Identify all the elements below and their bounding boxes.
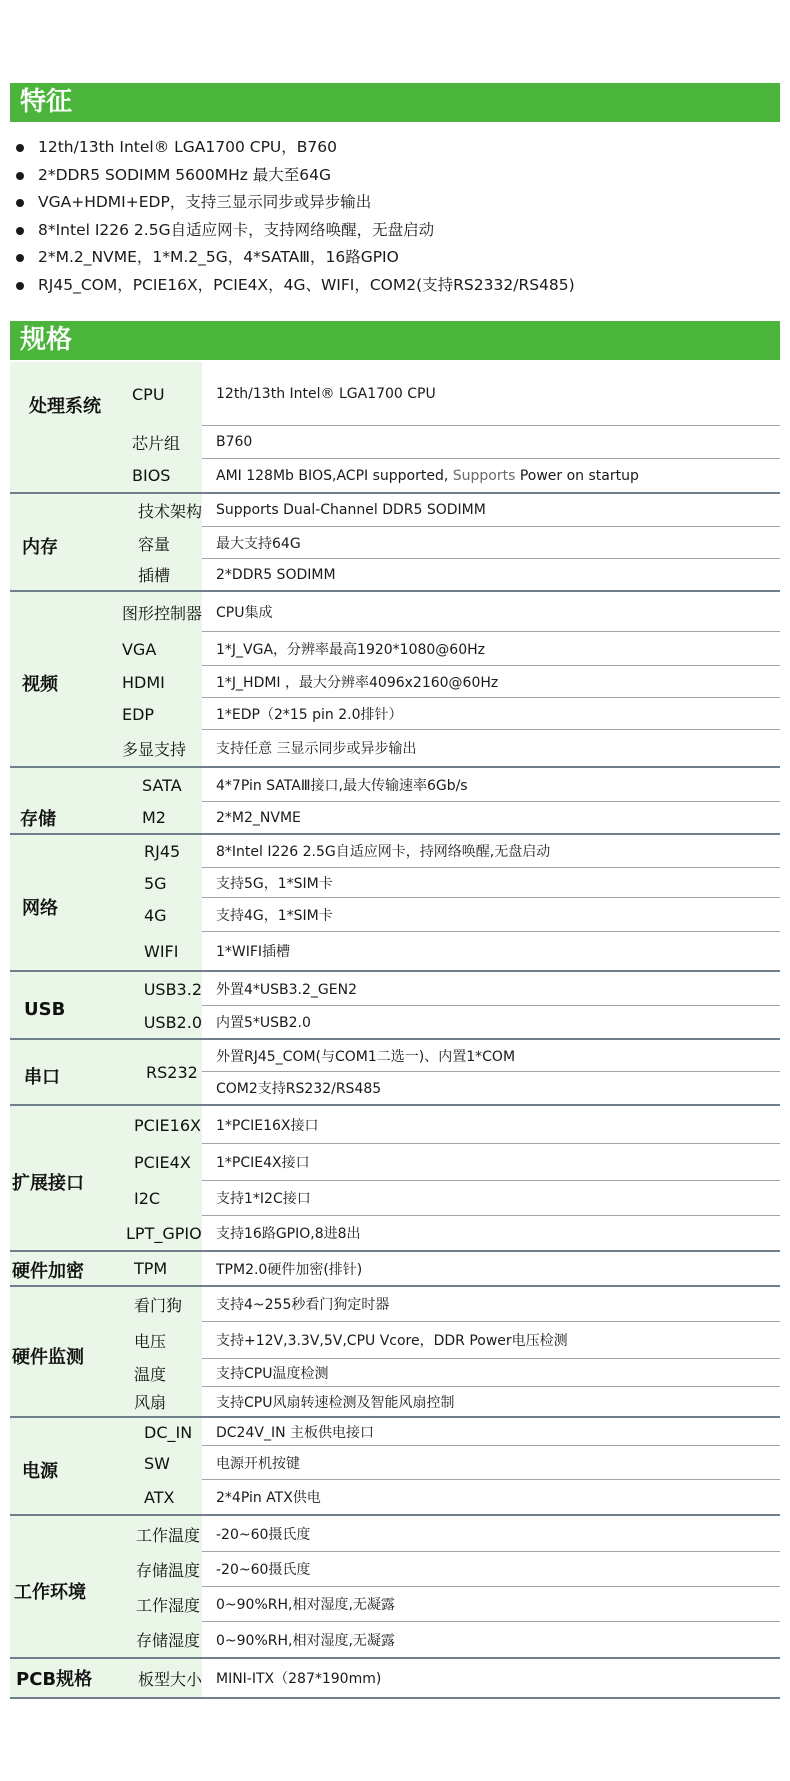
feature-text: 2*DDR5 SODIMM 5600MHz 最大至64G — [38, 165, 332, 184]
spec-key: 电压 — [134, 1332, 167, 1351]
spec-key: 看门狗 — [134, 1296, 183, 1315]
spec-value: 内置5*USB2.0 — [216, 1015, 311, 1031]
feature-item — [10, 189, 780, 217]
group-label: 电源 — [22, 1461, 58, 1482]
spec-value: 支持+12V,3.3V,5V,CPU Vcore，DDR Power电压检测 — [202, 1322, 780, 1359]
spec-group-video — [10, 592, 780, 768]
spec-group-usb — [10, 972, 780, 1040]
feature-text: 8*Intel I226 2.5G自适应网卡，支持网络唤醒，无盘启动 — [38, 220, 435, 239]
spec-value: 电源开机按键 — [202, 1446, 780, 1480]
spec-value: 外置4*USB3.2_GEN2 — [202, 972, 780, 1006]
feature-text: 12th/13th Intel® LGA1700 CPU，B760 — [38, 138, 337, 156]
group-label: 硬件监测 — [12, 1346, 84, 1368]
spec-value: 2*M2_NVME — [216, 809, 301, 826]
group-label: 存储 — [20, 809, 56, 830]
group-label: 工作环境 — [14, 1581, 86, 1603]
spec-key: 芯片组 — [132, 434, 181, 453]
spec-value: 外置RJ45_COM(与COM1二选一)、内置1*COM — [202, 1040, 780, 1072]
feature-text: RJ45_COM，PCIE16X，PCIE4X，4G、WIFI，COM2(支持RS2332/RS485) — [38, 275, 575, 294]
feature-text: VGA+HDMI+EDP，支持三显示同步或异步输出 — [38, 193, 372, 211]
spec-key: USB2.0 — [143, 1012, 202, 1032]
spec-key: RJ45 — [144, 842, 181, 861]
bios-text-a: AMI 128Mb BIOS,ACPI supported, — [216, 467, 453, 484]
spec-value: 最大支持64G — [202, 527, 780, 559]
group-label: 内存 — [22, 537, 58, 558]
spec-group-monitoring — [10, 1287, 780, 1418]
spec-key: USB3.2 — [143, 979, 202, 999]
spec-value: Supports Dual-Channel DDR5 SODIMM — [202, 494, 780, 527]
spec-value: 0~90%RH,相对湿度,无凝露 — [216, 1632, 395, 1649]
spec-key: VGA — [121, 639, 157, 659]
feature-item — [10, 217, 780, 245]
spec-value: MINI-ITX（287*190mm) — [216, 1671, 382, 1687]
spec-table — [10, 362, 780, 1699]
spec-value: COM2支持RS232/RS485 — [216, 1081, 382, 1097]
spec-value: 1*PCIE4X接口 — [202, 1144, 780, 1181]
spec-key: M2 — [142, 808, 166, 827]
spec-value: 支持1*I2C接口 — [202, 1181, 780, 1216]
spec-group-encryption — [10, 1252, 780, 1287]
spec-value: TPM2.0硬件加密(排针) — [216, 1261, 363, 1278]
spec-key: 4G — [144, 905, 167, 925]
group-label: 网络 — [22, 897, 58, 919]
spec-value: 0~90%RH,相对湿度,无凝露 — [202, 1587, 780, 1622]
spec-value: 支持CPU温度检测 — [202, 1359, 780, 1387]
feature-item — [10, 244, 780, 272]
spec-key: SW — [144, 1453, 170, 1473]
spec-group-storage — [10, 768, 780, 835]
bios-text-b: Supports — [452, 467, 516, 484]
spec-value: 1*PCIE16X接口 — [202, 1106, 780, 1144]
spec-key: 工作湿度 — [136, 1596, 201, 1615]
spec-value: 1*J_HDMI ，最大分辨率4096x2160@60Hz — [202, 666, 780, 698]
spec-value: 12th/13th Intel® LGA1700 CPU — [202, 362, 780, 426]
spec-value: 支持5G，1*SIM卡 — [202, 868, 780, 898]
spec-value: 2*4Pin ATX供电 — [216, 1490, 321, 1506]
spec-value: 1*WIFI插槽 — [216, 944, 291, 960]
spec-key: PCIE16X — [134, 1115, 201, 1135]
spec-key: 板型大小 — [137, 1669, 202, 1689]
spec-key: BIOS — [132, 466, 171, 485]
spec-key: 工作温度 — [136, 1525, 201, 1545]
spec-value: 2*DDR5 SODIMM — [216, 566, 336, 583]
bullet-icon — [16, 199, 24, 207]
bullet-icon — [16, 144, 24, 152]
spec-key: 存储湿度 — [136, 1631, 201, 1650]
spec-group-processor — [10, 362, 780, 494]
group-label: USB — [24, 998, 66, 1020]
spec-key: WIFI — [144, 941, 179, 961]
spec-key: 技术架构 — [137, 502, 202, 521]
spec-value: 支持4~255秒看门狗定时器 — [202, 1287, 780, 1322]
spec-group-memory — [10, 494, 780, 592]
spec-value: 支持16路GPIO,8进8出 — [216, 1226, 361, 1242]
bullet-icon — [16, 172, 24, 180]
group-label: PCB规格 — [16, 1669, 93, 1690]
feature-item — [10, 134, 780, 162]
group-label: 串口 — [24, 1067, 60, 1088]
bullet-icon — [16, 227, 24, 235]
feature-item — [10, 162, 780, 190]
bios-text-c: Power on startup — [515, 467, 639, 484]
spec-value: -20~60摄氏度 — [202, 1552, 780, 1587]
spec-key: LPT_GPIO — [126, 1223, 202, 1243]
spec-key: 风扇 — [134, 1393, 167, 1412]
spec-group-pcb — [10, 1659, 780, 1699]
spec-group-network — [10, 835, 780, 972]
bullet-icon — [16, 282, 24, 290]
spec-key: 容量 — [137, 534, 170, 554]
spec-key: EDP — [121, 704, 155, 724]
spec-key: 图形控制器 — [121, 603, 202, 623]
spec-group-environment — [10, 1516, 780, 1659]
feature-text: 2*M.2_NVME，1*M.2_5G，4*SATAⅢ，16路GPIO — [38, 248, 399, 266]
spec-group-power — [10, 1418, 780, 1516]
spec-value: 4*7Pin SATAⅢ接口,最大传输速率6Gb/s — [202, 768, 780, 802]
spec-group-expansion — [10, 1106, 780, 1252]
spec-key: HDMI — [121, 672, 165, 692]
group-label: 硬件加密 — [12, 1260, 84, 1282]
spec-key: I2C — [134, 1189, 161, 1208]
spec-value: 支持CPU风扇转速检测及智能风扇控制 — [216, 1394, 455, 1411]
spec-key: 多显支持 — [121, 739, 186, 759]
spec-value: DC24V_IN 主板供电接口 — [202, 1418, 780, 1446]
spec-key: 插槽 — [137, 566, 170, 585]
group-label: 视频 — [22, 674, 58, 695]
spec-value: CPU集成 — [202, 592, 780, 632]
group-label: 扩展接口 — [12, 1173, 84, 1194]
spec-key: SATA — [142, 775, 182, 795]
spec-value — [202, 459, 780, 492]
spec-key: TPM — [134, 1259, 168, 1278]
group-label: 处理系统 — [29, 396, 101, 417]
spec-key: CPU — [132, 384, 165, 404]
feature-item — [10, 272, 780, 300]
spec-value: 8*Intel I226 2.5G自适应网卡，持网络唤醒,无盘启动 — [202, 835, 780, 868]
spec-value: 1*EDP（2*15 pin 2.0排针） — [202, 698, 780, 730]
spec-key: 5G — [144, 873, 167, 893]
spec-value: -20~60摄氏度 — [202, 1516, 780, 1552]
spec-key: 存储温度 — [136, 1561, 201, 1580]
spec-key: PCIE4X — [134, 1153, 191, 1172]
spec-key: DC_IN — [144, 1422, 193, 1442]
spec-value: 1*J_VGA，分辨率最高1920*1080@60Hz — [202, 632, 780, 666]
features-title: 特征 — [10, 83, 780, 122]
spec-value: 支持4G，1*SIM卡 — [202, 898, 780, 932]
spec-key: 温度 — [134, 1364, 167, 1384]
features-list — [10, 134, 780, 299]
bullet-icon — [16, 254, 24, 262]
spec-value: B760 — [202, 426, 780, 459]
spec-value: 支持任意 三显示同步或异步输出 — [216, 741, 417, 757]
spec-title: 规格 — [10, 321, 780, 360]
spec-key: RS232 — [146, 1062, 198, 1082]
spec-key: ATX — [144, 1487, 175, 1507]
spec-group-serial — [10, 1040, 780, 1106]
